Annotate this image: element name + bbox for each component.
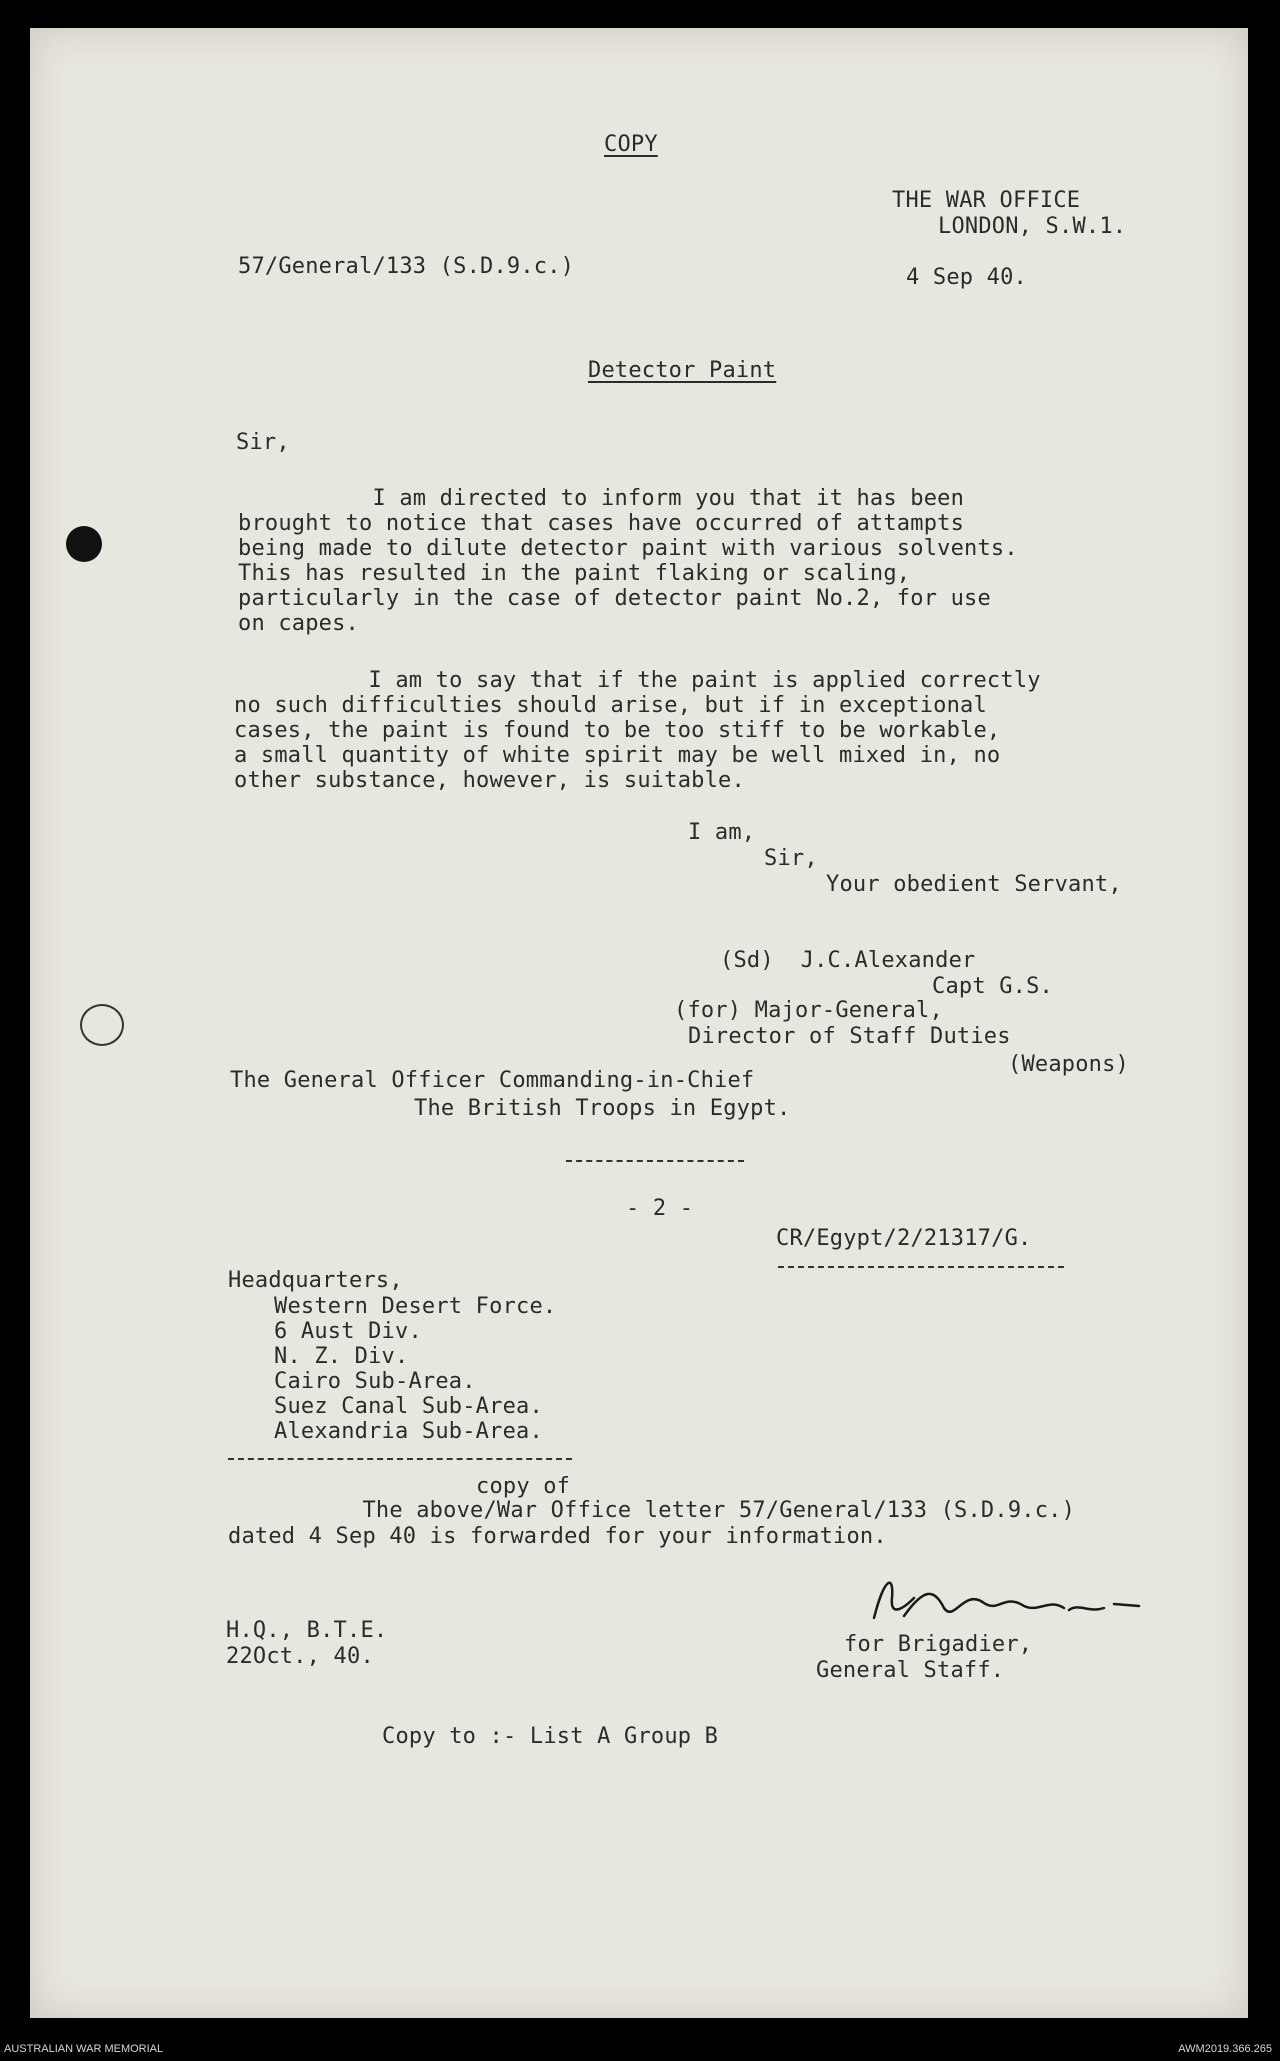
- body-line: brought to notice that cases have occurred of attampts: [238, 511, 965, 536]
- addressee-line: The General Officer Commanding-in-Chief: [230, 1068, 755, 1093]
- recipient: 6 Aust Div.: [274, 1319, 422, 1344]
- archive-reference: AWM2019.366.265: [1178, 2043, 1272, 2055]
- signature-director: Director of Staff Duties: [688, 1024, 1011, 1049]
- recipient: Cairo Sub-Area.: [274, 1369, 476, 1394]
- recipients-heading: Headquarters,: [228, 1268, 403, 1293]
- closing-line: I am,: [688, 820, 756, 845]
- endorsement-reference: CR/Egypt/2/21317/G.: [776, 1226, 1032, 1251]
- body-line: I am to say that if the paint is applied correctly: [234, 668, 1041, 693]
- recipients-underline: [228, 1458, 572, 1460]
- divider: [566, 1160, 744, 1162]
- recipient: Western Desert Force.: [274, 1294, 557, 1319]
- body-line: no such difficulties should arise, but if in exceptional: [234, 693, 987, 718]
- hq-line: H.Q., B.T.E.: [226, 1618, 388, 1643]
- letter-reference: 57/General/133 (S.D.9.c.): [238, 254, 575, 279]
- body-line: being made to dilute detector paint with various solvents.: [238, 536, 1018, 561]
- body-line: I am directed to inform you that it has been: [238, 486, 965, 511]
- hq-date: 22Oct., 40.: [226, 1644, 374, 1669]
- body-line: other substance, however, is suitable.: [234, 768, 745, 793]
- body-line: This has resulted in the paint flaking or scaling,: [238, 561, 911, 586]
- signature-weapons: (Weapons): [1008, 1052, 1130, 1077]
- closing-line: Your obedient Servant,: [826, 872, 1122, 897]
- body-line: a small quantity of white spirit may be well mixed in, no: [234, 743, 1001, 768]
- copy-to: Copy to :- List A Group B: [382, 1724, 719, 1749]
- signature-name: (Sd) J.C.Alexander: [720, 948, 976, 973]
- signoff-line: General Staff.: [816, 1658, 1005, 1683]
- addressee-line: The British Troops in Egypt.: [414, 1096, 791, 1121]
- recipient: N. Z. Div.: [274, 1344, 409, 1369]
- signature-rank: Capt G.S.: [932, 974, 1054, 999]
- signature-for: (for) Major-General,: [674, 998, 943, 1023]
- body-line: on capes.: [238, 611, 360, 636]
- copy-heading: COPY: [604, 132, 658, 157]
- letter-date: 4 Sep 40.: [906, 265, 1028, 290]
- office-line-2: LONDON, S.W.1.: [938, 214, 1127, 239]
- reference-underline: [778, 1266, 1064, 1268]
- recipient: Alexandria Sub-Area.: [274, 1419, 543, 1444]
- punch-hole-outline: [80, 1004, 124, 1046]
- archive-credit: AUSTRALIAN WAR MEMORIAL: [4, 2043, 164, 2055]
- handwritten-signature: [864, 1568, 1154, 1642]
- office-line-1: THE WAR OFFICE: [892, 188, 1081, 213]
- punch-hole: [66, 526, 102, 562]
- document-page: [30, 28, 1248, 2018]
- letter-subject: Detector Paint: [588, 358, 777, 383]
- closing-line: Sir,: [764, 846, 818, 871]
- recipient: Suez Canal Sub-Area.: [274, 1394, 543, 1419]
- body-line: particularly in the case of detector paint No.2, for use: [238, 586, 991, 611]
- body-line: cases, the paint is found to be too stiff to be workable,: [234, 718, 1001, 743]
- signoff-line: for Brigadier,: [844, 1632, 1033, 1657]
- salutation: Sir,: [236, 430, 290, 455]
- endorsement-body: dated 4 Sep 40 is forwarded for your information.: [228, 1524, 887, 1549]
- page-number: - 2 -: [626, 1196, 694, 1221]
- insertion-text: copy of: [476, 1474, 571, 1499]
- endorsement-body: The above/War Office letter 57/General/133 (S.D.9.c.): [228, 1498, 1076, 1523]
